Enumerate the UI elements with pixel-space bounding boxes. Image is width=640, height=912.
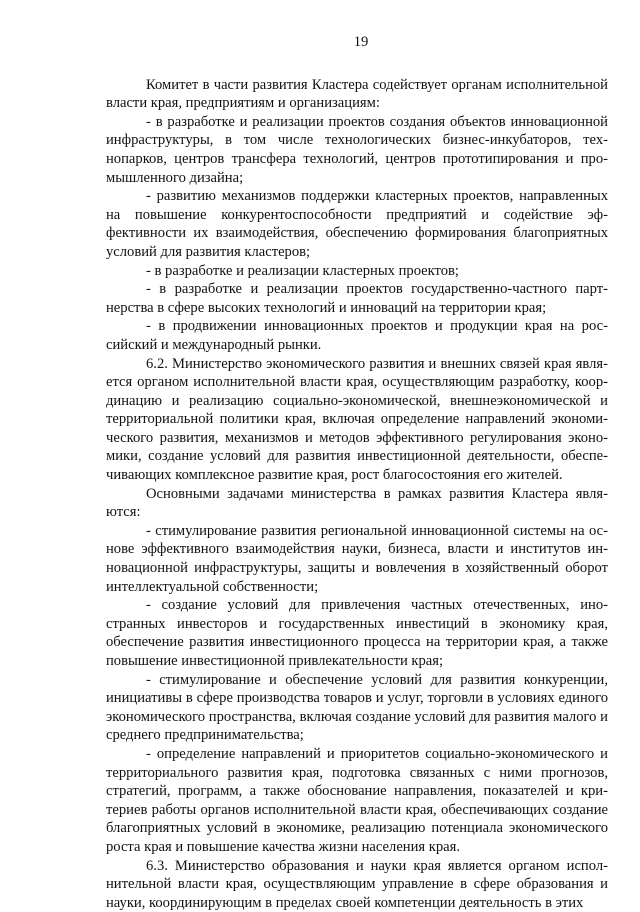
paragraph-section-6-3: 6.3. Министерство образования и науки края является органом исполнительной власти края, осуществляющим управление в сфере образования и науки, координирующим в пределах своей компетенции деятельность в этих [106,857,608,911]
list-item-cluster-projects: - в разработке и реализации кластерных проектов; [146,262,459,279]
list-item-development-priorities: - определение направлений и приоритетов социально-экономического и территориального развития края, подготовка связанных с ними прогнозов, стратегий, программ, а также обоснование направления, показателей и критериев работы органов исполнительной власти края, обеспечивающих создание благоприятных условий в экономике, реализацию потенциала экономического роста края и повышение качества жизни населения края. [106,745,608,855]
paragraph-committee-intro: Комитет в части развития Кластера содействует органам исполнительной власти края, предприятиям и организациям: [106,76,608,112]
list-item-competition: - стимулирование и обеспечение условий для развития конкуренции, инициативы в сфере производства товаров и услуг, торговли в условиях единого экономического пространства, включая создание условий для развития малого и среднего предпринимательства; [106,671,608,744]
list-item-cluster-support: - развитию механизмов поддержки кластерных проектов, направленных на повышение конкурентоспособности предприятий и содействие эффективности их взаимодействия, обеспечению формирования благоприятных условий для развития кластеров; [106,188,608,260]
list-item-public-private-partnership: - в разработке и реализации проектов государственно-частного партнерства в сфере высоких технологий и инноваций на территории края; [106,281,608,316]
list-item-market-promotion: - в продвижении инновационных проектов и продукции края на российский и международный рынки. [106,318,608,353]
paragraph-main-tasks: Основными задачами министерства в рамках развития Кластера являются: [106,485,608,521]
paragraph-section-6-2: 6.2. Министерство экономического развития и внешних связей края является органом исполнительной власти края, осуществляющим разработку, координацию и реализацию социально-экономической, внешнеэкономической и территориальной политики края, включая определение направлений экономического развития, механизмов и методов эффективного регулирования экономики, создание условий для развития инвестиционной деятельности, обеспечивающих комплексное развитие края, рост благосостояния его жителей. [106,355,608,484]
list-item-innovation-system: - стимулирование развития региональной инновационной системы на основе эффективного взаимодействия науки, бизнеса, власти и институтов инновационной инфраструктуры, защиты и вовлечения в хозяйственный оборот интеллектуальной собственности; [106,522,608,595]
page-number: 19 [353,34,369,50]
list-item-investment-conditions: - создание условий для привлечения частных отечественных, иностранных инвесторов и государственных инвестиций в экономику края, обеспечение развития инвестиционного процесса на территории края, а также повышение инвестиционной привлекательности края; [106,597,608,669]
body-text [106,76,608,912]
list-item-innovation-infrastructure: - в разработке и реализации проектов создания объектов инновационной инфраструктуры, в том числе технологических бизнес-инкубаторов, технопарков, центров трансфера технологий, центров прототипирования и промышленного дизайна; [106,113,608,186]
